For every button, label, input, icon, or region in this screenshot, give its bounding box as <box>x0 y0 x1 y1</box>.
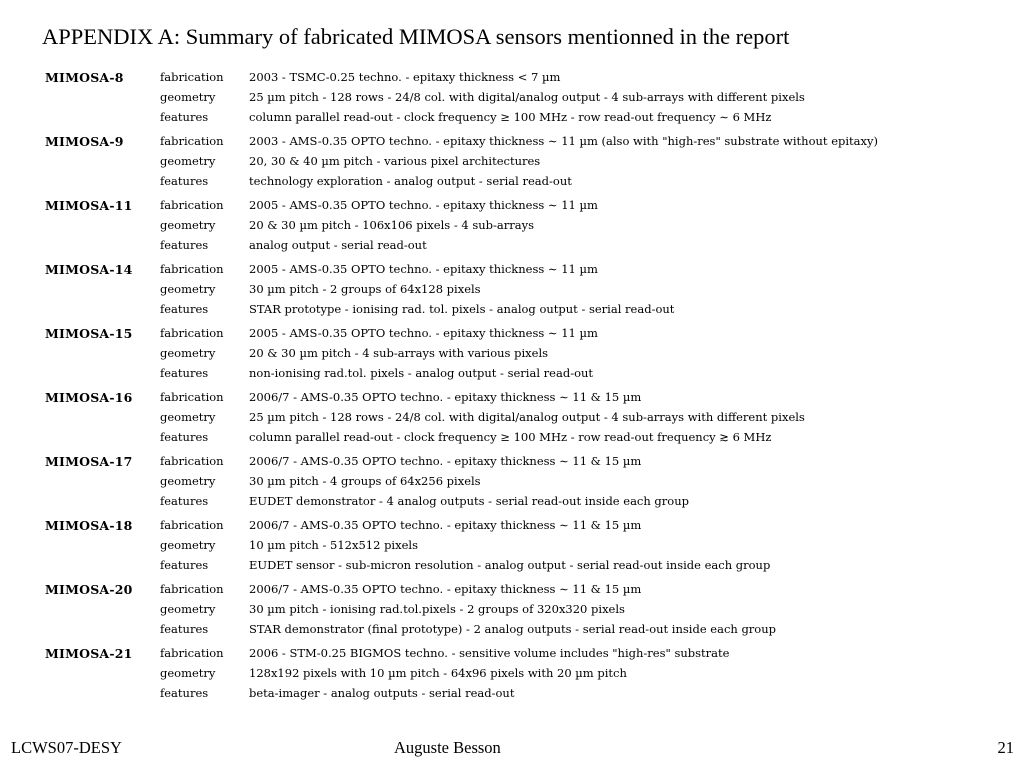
geometry-label: geometry <box>160 282 216 296</box>
features-label: features <box>160 302 209 316</box>
sensor-name: MIMOSA-15 <box>45 325 133 341</box>
features-value: EUDET sensor - sub-micron resolution - analog output - serial read-out inside each group <box>249 558 771 572</box>
fabrication-row <box>45 259 1005 279</box>
geometry-row <box>45 407 1005 427</box>
geometry-row <box>45 215 1005 235</box>
features-label: features <box>160 366 209 380</box>
sensor-name: MIMOSA-18 <box>45 517 133 533</box>
features-value: STAR prototype - ionising rad. tol. pixels - analog output - serial read-out <box>249 302 675 316</box>
features-row <box>45 683 1005 703</box>
fabrication-value: 2006/7 - AMS-0.35 OPTO techno. - epitaxy thickness ∼ 11 & 15 µm <box>249 454 642 468</box>
features-value: column parallel read-out - clock frequency ≥ 100 MHz - row read-out frequency ∼ 6 MHz <box>249 110 772 124</box>
sensor-name: MIMOSA-9 <box>45 133 124 149</box>
sensor-name: MIMOSA-21 <box>45 645 133 661</box>
features-label: features <box>160 622 209 636</box>
features-row <box>45 427 1005 447</box>
features-row <box>45 555 1005 575</box>
features-value: STAR demonstrator (final prototype) - 2 analog outputs - serial read-out inside each group <box>249 622 777 636</box>
geometry-row <box>45 471 1005 491</box>
fabrication-label: fabrication <box>160 646 224 660</box>
sensor-block <box>45 131 1005 195</box>
sensor-name: MIMOSA-20 <box>45 581 133 597</box>
geometry-value: 25 µm pitch - 128 rows - 24/8 col. with digital/analog output - 4 sub-arrays with different pixels <box>249 410 805 424</box>
features-label: features <box>160 494 209 508</box>
fabrication-label: fabrication <box>160 454 224 468</box>
features-label: features <box>160 686 209 700</box>
features-value: non-ionising rad.tol. pixels - analog output - serial read-out <box>249 366 594 380</box>
fabrication-value: 2005 - AMS-0.35 OPTO techno. - epitaxy thickness ∼ 11 µm <box>249 262 598 276</box>
fabrication-value: 2006 - STM-0.25 BIGMOS techno. - sensitive volume includes "high-res" substrate <box>249 646 730 660</box>
features-row <box>45 619 1005 639</box>
fabrication-label: fabrication <box>160 390 224 404</box>
fabrication-label: fabrication <box>160 582 224 596</box>
fabrication-value: 2005 - AMS-0.35 OPTO techno. - epitaxy thickness ∼ 11 µm <box>249 198 598 212</box>
fabrication-value: 2006/7 - AMS-0.35 OPTO techno. - epitaxy thickness ∼ 11 & 15 µm <box>249 390 642 404</box>
features-row <box>45 299 1005 319</box>
geometry-label: geometry <box>160 538 216 552</box>
fabrication-label: fabrication <box>160 134 224 148</box>
geometry-value: 20 & 30 µm pitch - 4 sub-arrays with various pixels <box>249 346 549 360</box>
fabrication-value: 2003 - AMS-0.35 OPTO techno. - epitaxy thickness ∼ 11 µm (also with "high-res" substrate without epitaxy) <box>249 134 878 148</box>
footer-event: LCWS07-DESY <box>11 738 122 757</box>
sensor-block <box>45 515 1005 579</box>
sensor-name: MIMOSA-11 <box>45 197 133 213</box>
geometry-label: geometry <box>160 154 216 168</box>
geometry-label: geometry <box>160 218 216 232</box>
fabrication-value: 2005 - AMS-0.35 OPTO techno. - epitaxy thickness ∼ 11 µm <box>249 326 598 340</box>
sensor-name: MIMOSA-16 <box>45 389 133 405</box>
geometry-row <box>45 279 1005 299</box>
features-label: features <box>160 110 209 124</box>
fabrication-value: 2006/7 - AMS-0.35 OPTO techno. - epitaxy thickness ∼ 11 & 15 µm <box>249 518 642 532</box>
fabrication-row <box>45 579 1005 599</box>
page-number: 21 <box>997 738 1014 757</box>
features-label: features <box>160 238 209 252</box>
geometry-value: 25 µm pitch - 128 rows - 24/8 col. with digital/analog output - 4 sub-arrays with different pixels <box>249 90 805 104</box>
sensor-block <box>45 195 1005 259</box>
geometry-label: geometry <box>160 90 216 104</box>
features-value: beta-imager - analog outputs - serial read-out <box>249 686 515 700</box>
geometry-row <box>45 599 1005 619</box>
features-value: analog output - serial read-out <box>249 238 427 252</box>
fabrication-value: 2003 - TSMC-0.25 techno. - epitaxy thickness < 7 µm <box>249 70 561 84</box>
fabrication-value: 2006/7 - AMS-0.35 OPTO techno. - epitaxy thickness ∼ 11 & 15 µm <box>249 582 642 596</box>
sensor-block <box>45 451 1005 515</box>
features-row <box>45 491 1005 511</box>
geometry-value: 30 µm pitch - ionising rad.tol.pixels - 2 groups of 320x320 pixels <box>249 602 625 616</box>
features-row <box>45 235 1005 255</box>
sensor-name: MIMOSA-8 <box>45 69 124 85</box>
sensor-table <box>45 67 1005 707</box>
geometry-value: 10 µm pitch - 512x512 pixels <box>249 538 418 552</box>
geometry-value: 20, 30 & 40 µm pitch - various pixel architectures <box>249 154 541 168</box>
fabrication-label: fabrication <box>160 70 224 84</box>
fabrication-row <box>45 387 1005 407</box>
sensor-block <box>45 323 1005 387</box>
fabrication-row <box>45 131 1005 151</box>
sensor-block <box>45 579 1005 643</box>
footer-author: Auguste Besson <box>394 738 501 757</box>
geometry-label: geometry <box>160 666 216 680</box>
fabrication-label: fabrication <box>160 262 224 276</box>
sensor-name: MIMOSA-14 <box>45 261 133 277</box>
geometry-label: geometry <box>160 410 216 424</box>
geometry-label: geometry <box>160 474 216 488</box>
fabrication-row <box>45 195 1005 215</box>
sensor-block <box>45 259 1005 323</box>
geometry-label: geometry <box>160 346 216 360</box>
geometry-row <box>45 151 1005 171</box>
geometry-row <box>45 663 1005 683</box>
geometry-row <box>45 535 1005 555</box>
geometry-value: 20 & 30 µm pitch - 106x106 pixels - 4 sub-arrays <box>249 218 534 232</box>
sensor-block <box>45 387 1005 451</box>
geometry-value: 128x192 pixels with 10 µm pitch - 64x96 pixels with 20 µm pitch <box>249 666 627 680</box>
geometry-row <box>45 87 1005 107</box>
fabrication-row <box>45 515 1005 535</box>
geometry-value: 30 µm pitch - 4 groups of 64x256 pixels <box>249 474 481 488</box>
sensor-block <box>45 643 1005 707</box>
features-row <box>45 171 1005 191</box>
fabrication-row <box>45 323 1005 343</box>
sensor-block <box>45 67 1005 131</box>
fabrication-row <box>45 643 1005 663</box>
features-label: features <box>160 174 209 188</box>
geometry-label: geometry <box>160 602 216 616</box>
geometry-row <box>45 343 1005 363</box>
features-value: technology exploration - analog output - serial read-out <box>249 174 572 188</box>
features-row <box>45 107 1005 127</box>
features-value: EUDET demonstrator - 4 analog outputs - serial read-out inside each group <box>249 494 689 508</box>
sensor-name: MIMOSA-17 <box>45 453 133 469</box>
geometry-value: 30 µm pitch - 2 groups of 64x128 pixels <box>249 282 481 296</box>
page-title: APPENDIX A: Summary of fabricated MIMOSA sensors mentionned in the report <box>42 24 790 49</box>
fabrication-row <box>45 67 1005 87</box>
fabrication-label: fabrication <box>160 518 224 532</box>
features-value: column parallel read-out - clock frequency ≥ 100 MHz - row read-out frequency ≳ 6 MHz <box>249 430 772 444</box>
fabrication-row <box>45 451 1005 471</box>
features-label: features <box>160 430 209 444</box>
features-row <box>45 363 1005 383</box>
fabrication-label: fabrication <box>160 198 224 212</box>
fabrication-label: fabrication <box>160 326 224 340</box>
features-label: features <box>160 558 209 572</box>
